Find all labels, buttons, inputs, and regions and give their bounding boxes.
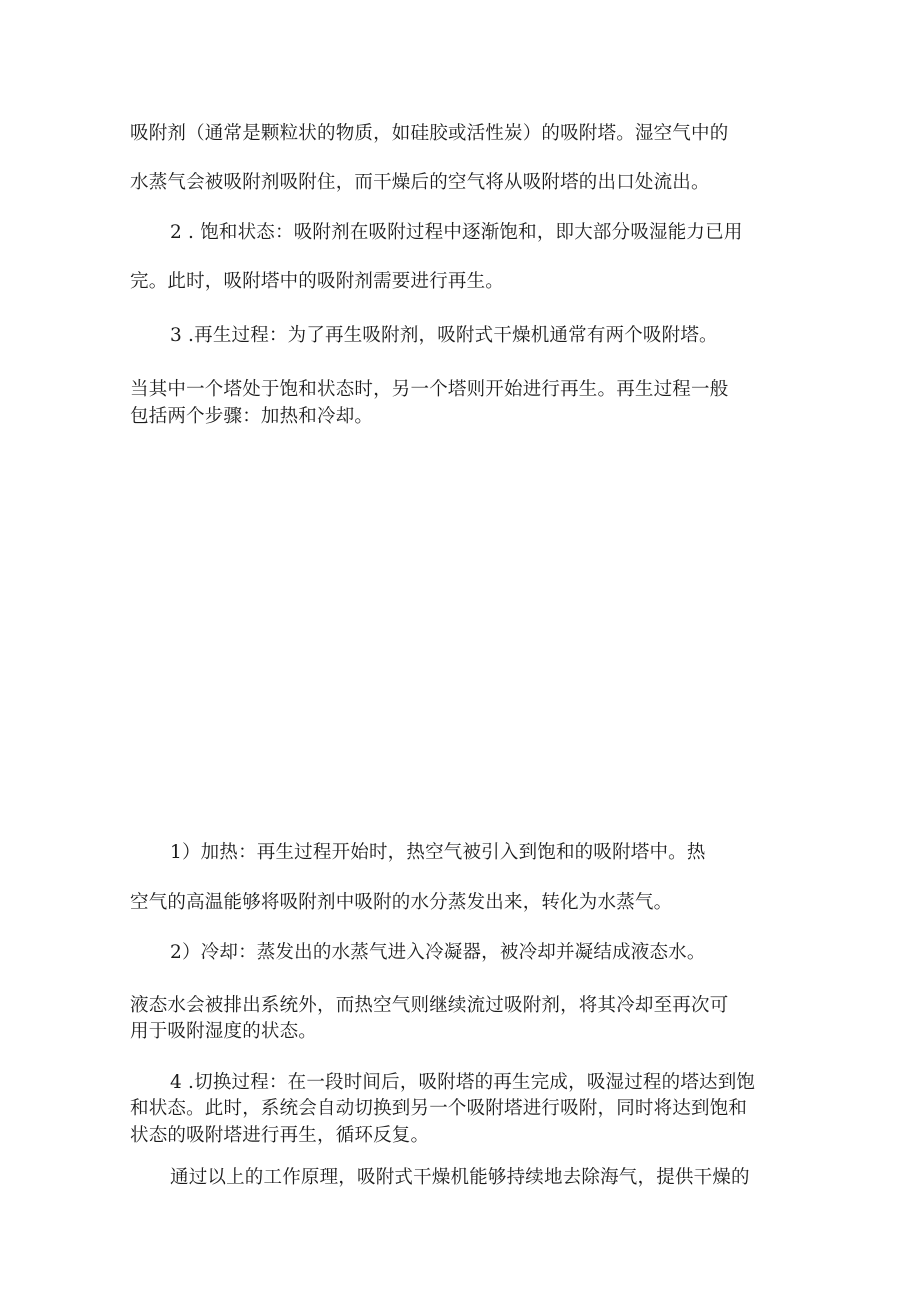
- text-line: 3 .再生过程：为了再生吸附剂，吸附式干燥机通常有两个吸附塔。: [170, 325, 718, 346]
- text-line: 2 . 饱和状态：吸附剂在吸附过程中逐渐饱和，即大部分吸湿能力已用: [170, 222, 743, 243]
- text-line: 液态水会被排出系统外，而热空气则继续流过吸附剂，将其冷却至再次可: [130, 995, 729, 1016]
- text-line: 吸附剂（通常是颗粒状的物质，如硅胶或活性炭）的吸附塔。湿空气中的: [130, 123, 729, 144]
- text-line: 4 .切换过程：在一段时间后，吸附塔的再生完成，吸湿过程的塔达到饱: [170, 1072, 756, 1093]
- text-line: 通过以上的工作原理，吸附式干燥机能够持续地去除海气，提供干燥的: [170, 1167, 750, 1188]
- text-line: 和状态。此时，系统会自动切换到另一个吸附塔进行吸附，同时将达到饱和: [130, 1098, 748, 1119]
- text-line: 状态的吸附塔进行再生，循环反复。: [130, 1125, 430, 1146]
- text-line: 2）冷却：蒸发出的水蒸气进入冷凝器，被冷却并凝结成液态水。: [170, 942, 706, 963]
- text-line: 空气的高温能够将吸附剂中吸附的水分蒸发出来，转化为水蒸气。: [130, 892, 673, 913]
- text-line: 用于吸附湿度的状态。: [130, 1021, 318, 1042]
- text-line: 完。此时，吸附塔中的吸附剂需要进行再生。: [130, 271, 505, 292]
- text-line: 水蒸气会被吸附剂吸附住，而干燥后的空气将从吸附塔的出口处流出。: [130, 172, 710, 193]
- text-line: 1）加热：再生过程开始时，热空气被引入到饱和的吸附塔中。热: [170, 842, 706, 863]
- text-line: 包括两个步骤：加热和冷却。: [130, 406, 374, 427]
- text-line: 当其中一个塔处于饱和状态时，另一个塔则开始进行再生。再生过程一般: [130, 379, 729, 400]
